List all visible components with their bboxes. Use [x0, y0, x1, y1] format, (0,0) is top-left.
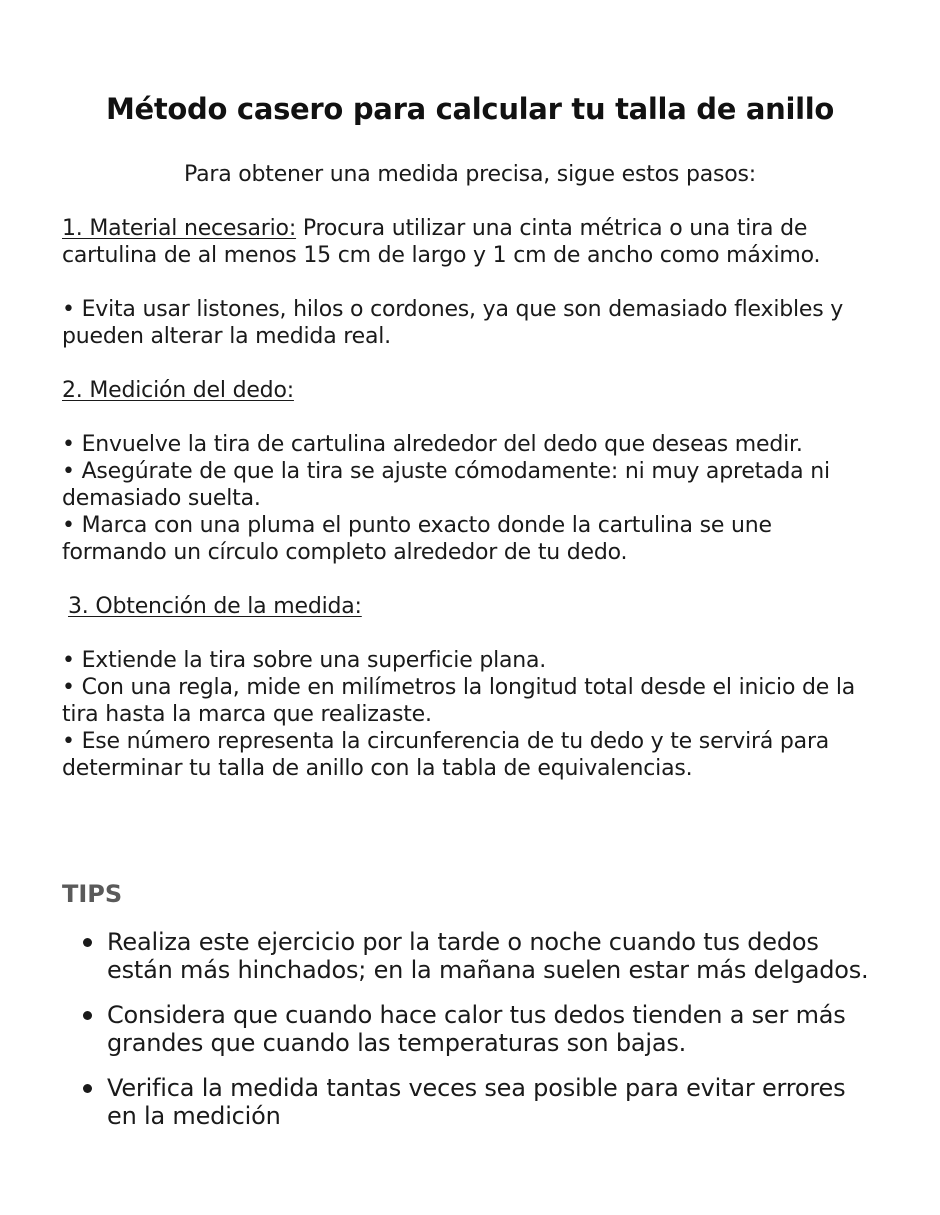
- section-1-paragraph: [62, 215, 872, 269]
- section-3-paragraph: [62, 593, 872, 620]
- tip-text: Realiza este ejercicio por la tarde o noche cuando tus dedos están más hinchados; en la mañana suelen estar más delgados.: [107, 928, 869, 984]
- section-3-bullet: • Extiende la tira sobre una superficie plana.: [62, 648, 547, 673]
- section-3-heading: 3. Obtención de la medida:: [68, 594, 362, 619]
- tip-text: Considera que cuando hace calor tus dedos tienden a ser más grandes que cuando las temperaturas son bajas.: [107, 1001, 846, 1057]
- section-2-bullet: • Envuelve la tira de cartulina alrededor del dedo que deseas medir.: [62, 432, 803, 457]
- tip-item: [62, 1001, 882, 1057]
- bullet-dot-icon: [83, 1084, 92, 1093]
- section-1-heading: 1. Material necesario:: [62, 216, 297, 241]
- section-2-bullet: • Marca con una pluma el punto exacto donde la cartulina se une formando un círculo completo alrededor de tu dedo.: [62, 513, 772, 565]
- section-3-bullet: • Ese número representa la circunferencia de tu dedo y te servirá para determinar tu talla de anillo con la tabla de equivalencias.: [62, 729, 830, 781]
- section-2-bullet: • Asegúrate de que la tira se ajuste cómodamente: ni muy apretada ni demasiado suelta.: [62, 459, 830, 511]
- instructions-body: [62, 215, 872, 782]
- bullet-dot-icon: [83, 938, 92, 947]
- tip-item: [62, 1074, 882, 1130]
- intro-text: Para obtener una medida precisa, sigue estos pasos:: [183, 162, 757, 187]
- tip-text: Verifica la medida tantas veces sea posible para evitar errores en la medición: [107, 1074, 846, 1130]
- tip-item: [62, 928, 882, 984]
- section-3-bullet: • Con una regla, mide en milímetros la longitud total desde el inicio de la tira hasta la marca que realizaste.: [62, 675, 856, 727]
- section-1-bullet: • Evita usar listones, hilos o cordones, ya que son demasiado flexibles y pueden alterar la medida real.: [62, 297, 844, 349]
- bullet-dot-icon: [83, 1011, 92, 1020]
- tips-list: [62, 928, 882, 1147]
- section-2-paragraph: [62, 377, 872, 404]
- section-2-heading: 2. Medición del dedo:: [62, 378, 294, 403]
- section-1-text: Procura utilizar una cinta métrica o una tira de cartulina de al menos 15 cm de largo y 1 cm de ancho como máximo.: [62, 216, 821, 268]
- tips-heading: TIPS: [62, 880, 123, 908]
- page-title: Método casero para calcular tu talla de anillo: [105, 92, 835, 126]
